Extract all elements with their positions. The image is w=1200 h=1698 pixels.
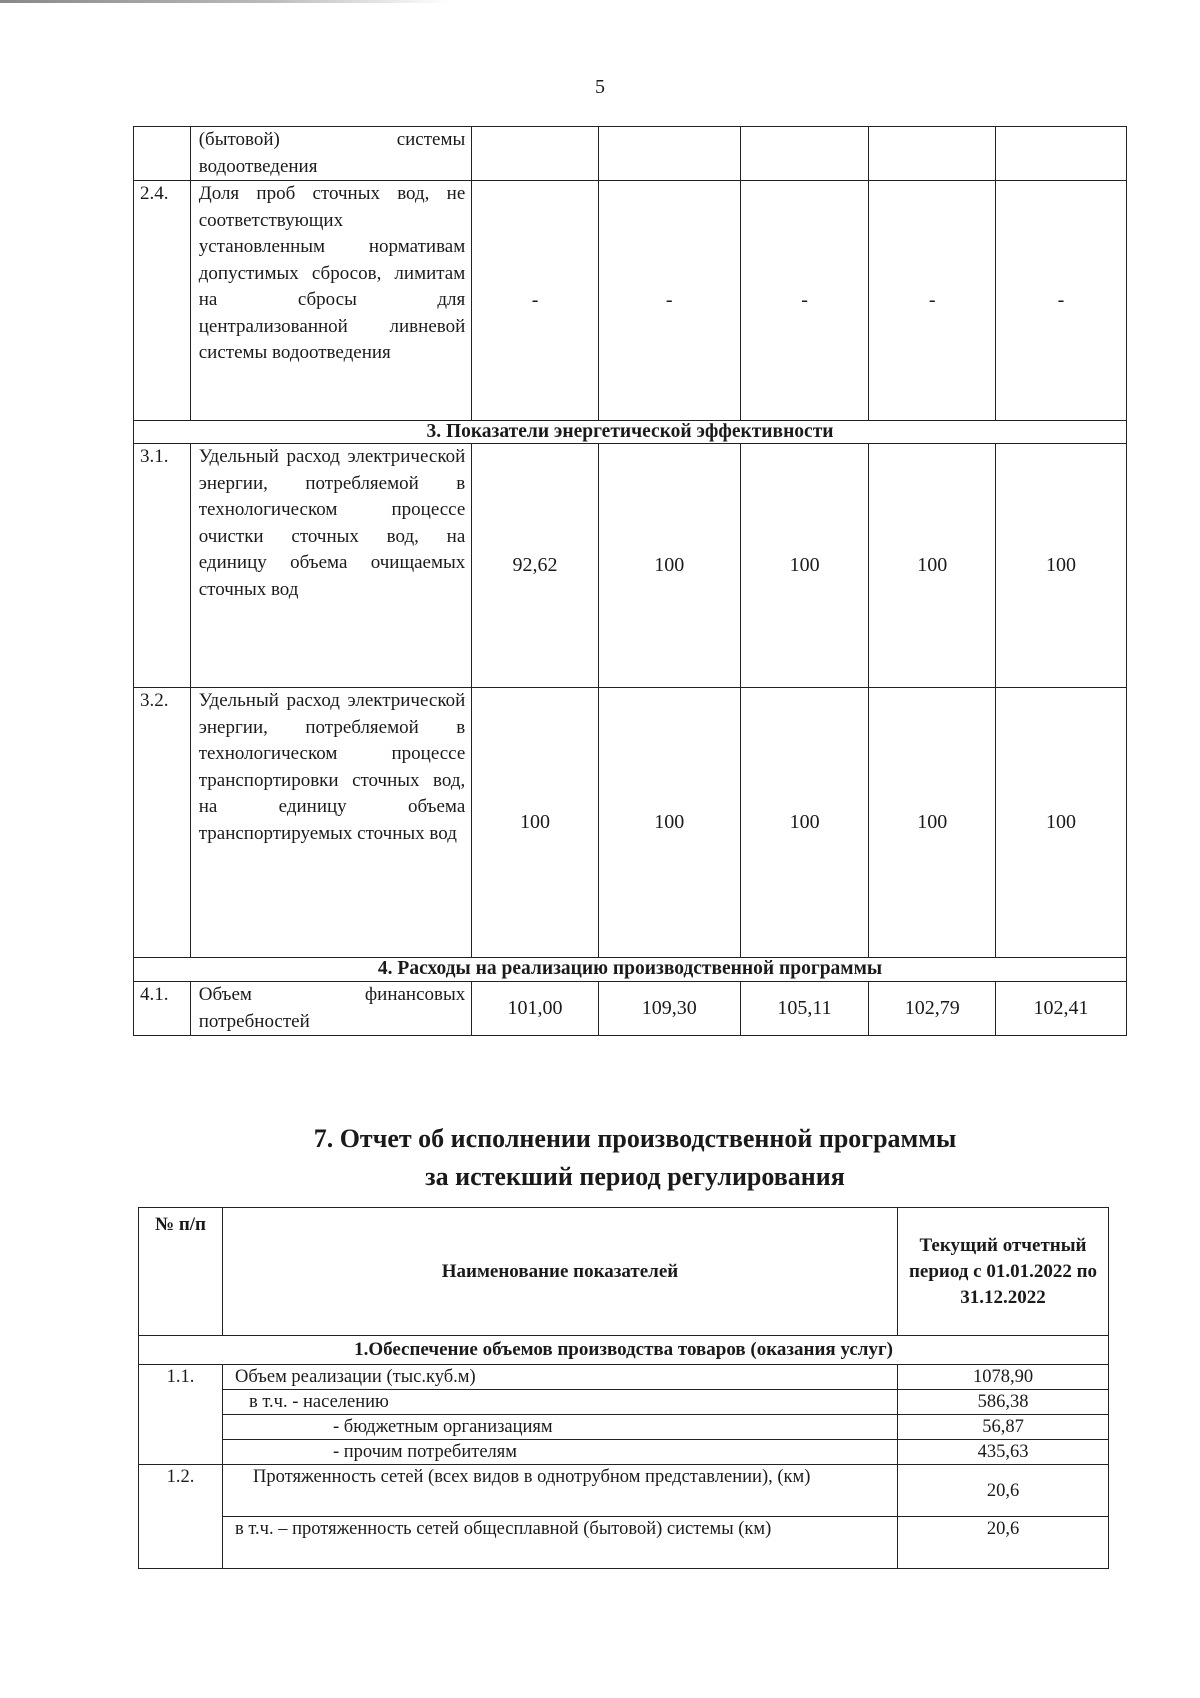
value-cell: - [472, 181, 599, 421]
section-title: 3. Показатели энергетической эффективности [134, 421, 1127, 444]
indicator-name-cell: Протяженность сетей (всех видов в однотрубном представлении), (км) [223, 1465, 898, 1517]
value-cell: 100 [996, 688, 1127, 958]
table-row [134, 982, 1127, 1036]
value-cell: 100 [740, 444, 869, 688]
section-title: 4. Расходы на реализацию производственной программы [134, 958, 1127, 982]
value-cell: - [598, 181, 740, 421]
table-row [139, 1517, 1109, 1569]
row-number-cell: 4.1. [134, 982, 191, 1036]
row-number-cell [134, 127, 191, 181]
value-cell: - [996, 181, 1127, 421]
indicator-name-cell: Объем реализации (тыс.куб.м) [223, 1365, 898, 1390]
indicator-name-cell: Удельный расход электрической энергии, потребляемой в технологическом процессе очистки сточных вод, на единицу объема очищаемых сточных вод [190, 444, 472, 688]
section-row [134, 958, 1127, 982]
value-cell: 20,6 [898, 1465, 1109, 1517]
value-cell: 101,00 [472, 982, 599, 1036]
indicator-name-cell: (бытовой) системы водоотведения [190, 127, 472, 181]
indicator-name-cell: - прочим потребителям [223, 1440, 898, 1465]
section-title: 1.Обеспечение объемов производства товаров (оказания услуг) [139, 1336, 1109, 1365]
value-cell: - [740, 181, 869, 421]
value-cell: 102,41 [996, 982, 1127, 1036]
table-row [139, 1365, 1109, 1390]
table-row [134, 127, 1127, 181]
row-number-cell: 3.1. [134, 444, 191, 688]
value-cell: 100 [996, 444, 1127, 688]
table-row [134, 444, 1127, 688]
value-cell: 100 [869, 444, 996, 688]
table-row [139, 1440, 1109, 1465]
report-table [138, 1207, 1109, 1569]
section-row [139, 1336, 1109, 1365]
table-row [134, 688, 1127, 958]
section-row [134, 421, 1127, 444]
table-row [139, 1465, 1109, 1517]
value-cell: 435,63 [898, 1440, 1109, 1465]
scan-edge-artifact [0, 0, 450, 3]
value-cell: 92,62 [472, 444, 599, 688]
value-cell: 20,6 [898, 1517, 1109, 1569]
value-cell: 100 [472, 688, 599, 958]
value-cell: 586,38 [898, 1390, 1109, 1415]
value-cell: 102,79 [869, 982, 996, 1036]
header-row [139, 1208, 1109, 1336]
indicator-name-cell: Доля проб сточных вод, не соответствующих установленным нормативам допустимых сбросов, лимитам на сбросы для централизованной ливневой системы водоотведения [190, 181, 472, 421]
value-cell: 100 [740, 688, 869, 958]
value-cell: 100 [598, 444, 740, 688]
heading-line-2: за истекший период регулирования [425, 1162, 845, 1191]
value-cell: 105,11 [740, 982, 869, 1036]
heading-line-1: 7. Отчет об исполнении производственной программы [313, 1124, 957, 1153]
indicator-name-cell: Удельный расход электрической энергии, потребляемой в технологическом процессе транспортировки сточных вод, на единицу объема транспортируемых сточных вод [190, 688, 472, 958]
value-cell: 109,30 [598, 982, 740, 1036]
value-cell: 56,87 [898, 1415, 1109, 1440]
value-cell: 1078,90 [898, 1365, 1109, 1390]
indicator-name-cell: в т.ч. – протяженность сетей общесплавной (бытовой) системы (км) [223, 1517, 898, 1569]
row-number-cell: 1.2. [139, 1465, 223, 1569]
header-indicator-name: Наименование показателей [223, 1208, 898, 1336]
value-cell: 100 [869, 688, 996, 958]
page-number: 5 [595, 76, 605, 98]
indicators-table [133, 126, 1127, 1036]
indicator-name-cell: в т.ч. - населению [223, 1390, 898, 1415]
header-current-period: Текущий отчетный период с 01.01.2022 по 31.12.2022 [898, 1208, 1109, 1336]
value-cell: 100 [598, 688, 740, 958]
row-number-cell: 3.2. [134, 688, 191, 958]
row-number-cell: 2.4. [134, 181, 191, 421]
header-number: № п/п [139, 1208, 223, 1336]
row-number-cell: 1.1. [139, 1365, 223, 1465]
indicator-name-cell: Объем финансовых потребностей [190, 982, 472, 1036]
table-row [134, 181, 1127, 421]
table-row [139, 1390, 1109, 1415]
value-cell: - [869, 181, 996, 421]
section-heading [0, 1120, 1200, 1196]
indicator-name-cell: - бюджетным организациям [223, 1415, 898, 1440]
table-row [139, 1415, 1109, 1440]
